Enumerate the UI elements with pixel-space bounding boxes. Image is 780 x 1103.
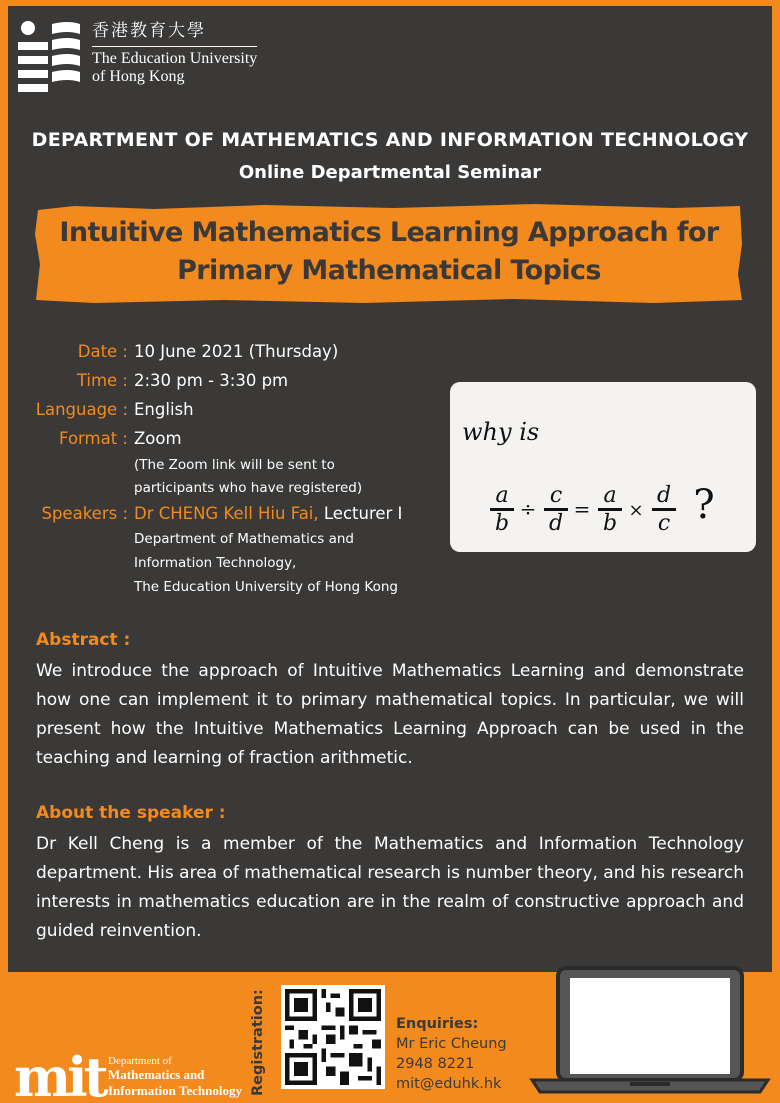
mit-dept-line3: Information Technology xyxy=(108,1083,242,1098)
about-speaker-heading: About the speaker : xyxy=(36,803,226,823)
svg-text:d: d xyxy=(548,511,564,536)
speaker-name: Dr CHENG Kell Hiu Fai, xyxy=(134,504,319,523)
svg-text:b: b xyxy=(602,511,618,536)
date-value: 10 June 2021 (Thursday) xyxy=(134,342,339,361)
university-name-line1: The Education University xyxy=(92,50,258,67)
format-note-line2: participants who have registered) xyxy=(134,480,363,496)
abstract-text: We introduce the approach of Intuitive Mathematics Learning and demonstrate how one can implement it to primary mathematical topics. In particular, we will present how the Intuitive Mathematics Learning Approach can be used in the teaching and learning of fraction arithmetic. xyxy=(36,661,744,768)
time-value: 2:30 pm - 3:30 pm xyxy=(134,371,289,390)
svg-text:=: = xyxy=(573,497,591,521)
department-heading: DEPARTMENT OF MATHEMATICS AND INFORMATION TECHNOLOGY xyxy=(31,129,749,151)
logo-divider xyxy=(92,46,257,47)
svg-text:c: c xyxy=(657,511,671,536)
enquiries-phone[interactable]: 2948 8221 xyxy=(396,1056,475,1072)
svg-text:?: ? xyxy=(693,482,715,528)
enquiries-contact-name: Mr Eric Cheung xyxy=(396,1036,507,1052)
mit-logo-drawing xyxy=(14,1040,254,1102)
enquiries-email[interactable]: mit@eduhk.hk xyxy=(396,1076,502,1092)
laptop-icon xyxy=(528,964,772,1096)
speaker-affiliation-line2: Information Technology, xyxy=(134,555,297,571)
speaker-affiliation-line3: The Education University of Hong Kong xyxy=(134,579,398,595)
abstract-heading: Abstract : xyxy=(36,630,131,650)
date-label: Date : xyxy=(77,342,128,361)
mit-dept-line1: Department of xyxy=(108,1055,172,1067)
mit-logo xyxy=(14,1040,254,1102)
university-name-chinese: 香港教育大學 xyxy=(92,21,206,41)
registration-qr-code[interactable] xyxy=(281,985,385,1089)
speaker-affiliation-line1: Department of Mathematics and xyxy=(134,531,354,547)
seminar-title xyxy=(34,214,744,290)
format-value: Zoom xyxy=(134,429,182,448)
photo-line1: why is xyxy=(462,418,540,446)
svg-text:÷: ÷ xyxy=(519,497,537,521)
language-label: Language : xyxy=(35,400,128,419)
handwritten-equation-photo xyxy=(450,382,756,552)
speaker-role: Lecturer I xyxy=(318,504,403,523)
language-value: English xyxy=(134,400,194,419)
eduhk-emblem-icon xyxy=(18,20,82,92)
seminar-title-line2: Primary Mathematical Topics xyxy=(177,255,601,286)
university-name-line2: of Hong Kong xyxy=(92,68,185,85)
svg-text:a: a xyxy=(495,483,509,508)
seminar-title-line1: Intuitive Mathematics Learning Approach for xyxy=(59,217,719,248)
handwritten-equation-drawing xyxy=(450,382,756,552)
svg-text:×: × xyxy=(628,500,644,521)
mit-mark: mit xyxy=(14,1045,105,1102)
enquiries-block xyxy=(396,1014,507,1094)
mit-dept-line2: Mathematics and xyxy=(108,1067,205,1082)
format-label: Format : xyxy=(59,429,128,448)
about-speaker-text: Dr Kell Cheng is a member of the Mathematics and Information Technology department. His area of mathematical research is number theory, and his research interests in mathematics education are in the realm of constructive approach and guided reinvention. xyxy=(36,834,744,941)
svg-text:b: b xyxy=(494,511,510,536)
qr-code-icon xyxy=(285,989,381,1085)
format-note-line1: (The Zoom link will be sent to xyxy=(134,457,335,473)
svg-text:a: a xyxy=(603,483,617,508)
seminar-type: Online Departmental Seminar xyxy=(238,162,542,183)
registration-label: Registration: xyxy=(250,989,266,1096)
enquiries-title: Enquiries: xyxy=(396,1016,479,1032)
svg-text:c: c xyxy=(549,483,563,508)
svg-text:d: d xyxy=(656,483,672,508)
university-logo xyxy=(18,20,257,92)
speakers-label: Speakers : xyxy=(41,504,128,523)
time-label: Time : xyxy=(76,371,128,390)
